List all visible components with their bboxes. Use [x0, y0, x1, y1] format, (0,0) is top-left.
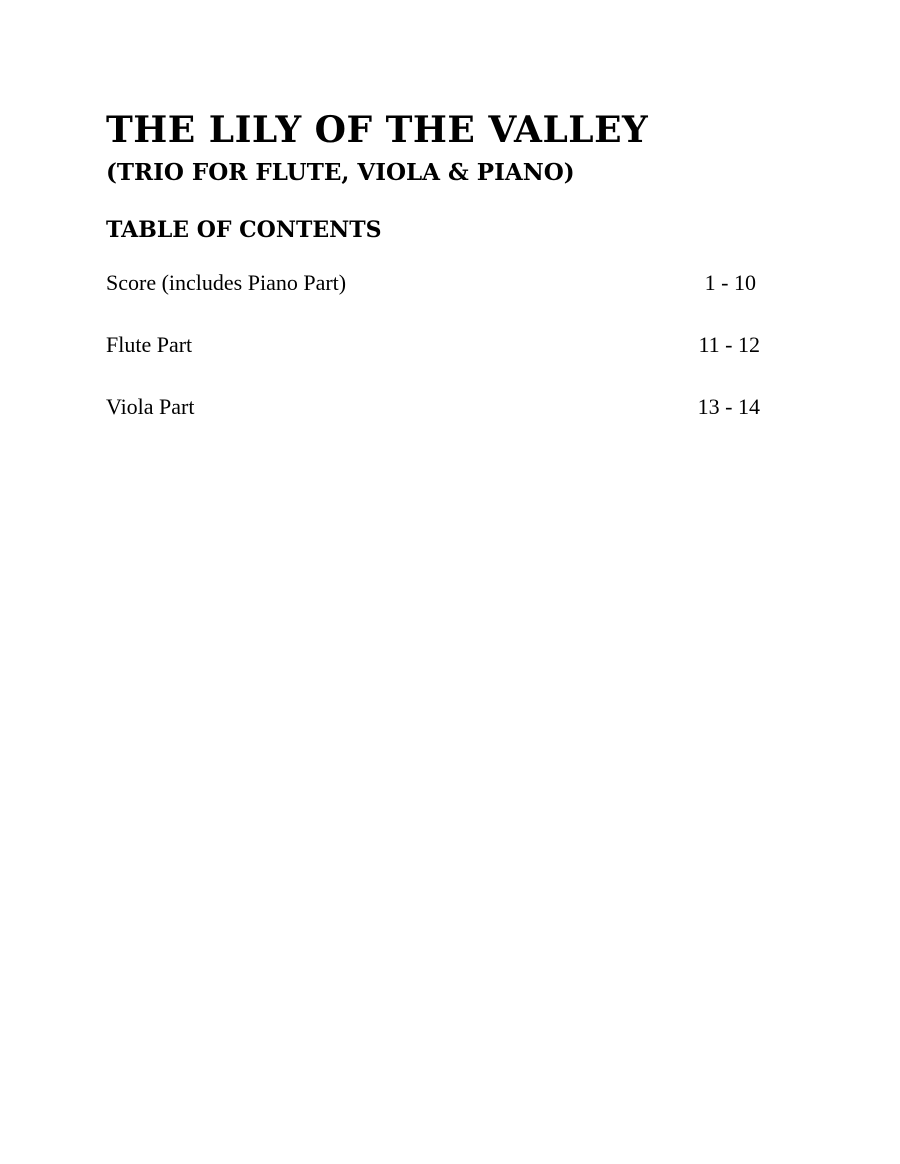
toc-entry-flute-part — [106, 330, 760, 360]
toc-entry-pages: 13 - 14 — [697, 394, 760, 419]
toc-entry-label: Viola Part — [106, 394, 195, 419]
toc-heading: TABLE OF CONTENTS — [106, 217, 382, 243]
toc-entry-viola-part — [106, 392, 760, 422]
toc-entry-score — [106, 268, 760, 298]
document-subtitle: (TRIO FOR FLUTE, VIOLA & PIANO) — [106, 159, 575, 186]
document-title: THE LILY OF THE VALLEY — [106, 109, 649, 151]
toc-entry-label: Flute Part — [106, 332, 193, 357]
toc-entry-pages: 11 - 12 — [698, 332, 760, 357]
toc-entry-pages: 1 - 10 — [704, 270, 756, 295]
toc-entry-label: Score (includes Piano Part) — [106, 270, 347, 295]
